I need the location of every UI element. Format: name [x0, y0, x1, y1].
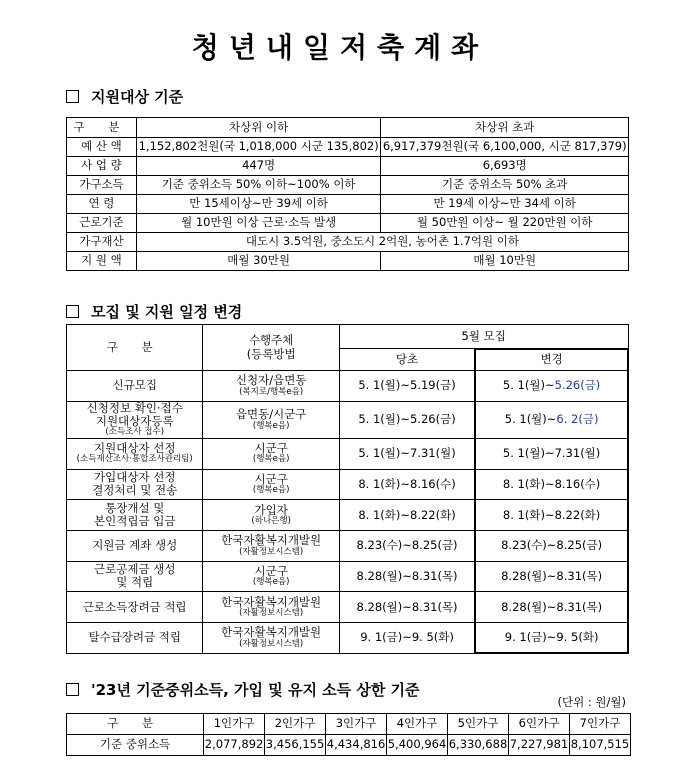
table-cell: 월 10만원 이상 근로·소득 발생 — [136, 214, 381, 233]
orig-date-cell: 8.23(수)~8.25(금) — [339, 530, 475, 561]
changed-date-highlight: 6. 2(금) — [556, 412, 599, 427]
changed-date-cell: 8. 1(화)~8.16(수) — [475, 469, 628, 500]
orig-date-cell: 8. 1(화)~8.16(수) — [339, 469, 475, 500]
changed-date-highlight: 5.26(금) — [554, 378, 601, 393]
table-cell: 5,400,964 — [387, 735, 448, 756]
table-cell: 1,152,802천원(국 1,018,000 시군 135,802) — [136, 138, 381, 157]
table-row — [67, 214, 629, 233]
changed-date-cell: 5. 1(월)~7.31(월) — [475, 438, 628, 469]
header-cell: 2인가구 — [265, 714, 326, 735]
table-row — [67, 176, 629, 195]
header-gubun: 구 분 — [67, 325, 203, 371]
table-cell: 사 업 량 — [67, 157, 137, 176]
table-header-row — [67, 118, 629, 138]
agent-cell: 한국자활복지개발원 (자활정보시스템) — [203, 592, 339, 623]
step-cell: 신청정보 확인·접수 지원대상자등록 (소득조사 접수) — [67, 401, 203, 438]
step-cell: 근로공제금 생성 및 적립 — [67, 561, 203, 592]
table-cell: 매월 10만원 — [381, 252, 629, 271]
header-cell: 4인가구 — [387, 714, 448, 735]
table-cell: 기준 중위소득 — [67, 735, 204, 756]
header-agent: 수행주체 (등록방법 — [203, 325, 339, 371]
table-cell: 447명 — [136, 157, 381, 176]
table-cell: 기준 중위소득 50% 초과 — [381, 176, 629, 195]
table-cell: 지 원 액 — [67, 252, 137, 271]
orig-date-cell: 8.28(월)~8.31(목) — [339, 561, 475, 592]
table-cell: 만 15세이상~만 39세 이하 — [136, 195, 381, 214]
table-cell: 4,434,816 — [326, 735, 387, 756]
header-cell: 차상위 초과 — [381, 118, 629, 138]
table-cell: 월 50만원 이상~ 월 220만원 이하 — [381, 214, 629, 233]
orig-date-cell: 5. 1(월)~5.26(금) — [339, 401, 475, 438]
table-row — [67, 371, 629, 402]
changed-date-cell: 5. 1(월)~6. 2(금) — [475, 401, 628, 438]
changed-date-cell: 9. 1(금)~9. 5(화) — [475, 623, 628, 654]
header-cell: 1인가구 — [204, 714, 265, 735]
orig-date-cell: 5. 1(월)~5.19(금) — [339, 371, 475, 402]
step-cell: 통장개설 및 본인적립금 입금 — [67, 500, 203, 531]
header-orig: 당초 — [339, 349, 475, 371]
table-row — [67, 138, 629, 157]
changed-date-cell: 8. 1(화)~8.22(화) — [475, 500, 628, 531]
step-cell: 탈수급장려금 적립 — [67, 623, 203, 654]
header-cell: 구 분 — [67, 714, 204, 735]
table-cell: 2,077,892 — [204, 735, 265, 756]
header-cell: 7인가구 — [569, 714, 630, 735]
header-cell: 5인가구 — [448, 714, 509, 735]
agent-cell: 시군구 (행복e음) — [203, 469, 339, 500]
table-cell: 6,693명 — [381, 157, 629, 176]
agent-cell: 가입자 (하나은행) — [203, 500, 339, 531]
table-cell: 8,107,515 — [569, 735, 630, 756]
table-row — [67, 195, 629, 214]
table-row — [67, 233, 629, 252]
table-row — [67, 157, 629, 176]
step-cell: 가입대상자 선정 결정처리 및 전송 — [67, 469, 203, 500]
table-cell: 3,456,155 — [265, 735, 326, 756]
agent-cell: 한국자활복지개발원 (자활정보시스템) — [203, 623, 339, 654]
step-cell: 지원대상자 선정 (소득재산조사·통합조사관리팀) — [67, 438, 203, 469]
table-row — [67, 561, 629, 592]
changed-date-cell: 8.23(수)~8.25(금) — [475, 530, 628, 561]
unit-label: (단위 : 원/월) — [557, 695, 626, 709]
header-cell: 차상위 이하 — [136, 118, 381, 138]
checkbox-square-icon — [66, 90, 79, 103]
header-change: 변경 — [475, 349, 628, 371]
table-cell: 만 19세 이상~만 34세 이하 — [381, 195, 629, 214]
table-cell: 기준 중위소득 50% 이하~100% 이하 — [136, 176, 381, 195]
changed-date-cell: 8.28(월)~8.31(목) — [475, 592, 628, 623]
table-cell: 7,227,981 — [509, 735, 570, 756]
table-cell: 연 령 — [67, 195, 137, 214]
table-row — [67, 592, 629, 623]
table-cell: 가구소득 — [67, 176, 137, 195]
agent-cell: 신청자/읍면동 (복지로/행복e음) — [203, 371, 339, 402]
table-row — [67, 401, 629, 438]
table-row — [67, 735, 631, 756]
step-cell: 신규모집 — [67, 371, 203, 402]
header-may: 5월 모집 — [339, 325, 628, 349]
table-cell: 6,917,379천원(국 6,100,000, 시군 817,379) — [381, 138, 629, 157]
table-cell: 예 산 액 — [67, 138, 137, 157]
orig-date-cell: 5. 1(월)~7.31(월) — [339, 438, 475, 469]
agent-cell: 한국자활복지개발원 (자활정보시스템) — [203, 530, 339, 561]
schedule-table — [66, 324, 629, 654]
checkbox-square-icon — [66, 305, 79, 318]
checkbox-square-icon — [66, 683, 79, 696]
section-heading-income: '23년 기준중위소득, 가입 및 유지 소득 상한 기준 — [66, 679, 420, 700]
income-table — [66, 713, 631, 756]
header-cell: 구 분 — [67, 118, 137, 138]
table-row — [67, 623, 629, 654]
orig-date-cell: 9. 1(금)~9. 5(화) — [339, 623, 475, 654]
agent-cell: 시군구 (행복e음) — [203, 561, 339, 592]
table-row — [67, 530, 629, 561]
section-heading-schedule: 모집 및 지원 일정 변경 — [66, 301, 242, 322]
header-cell: 3인가구 — [326, 714, 387, 735]
page-title: 청년내일저축계좌 — [191, 31, 489, 64]
header-cell: 6인가구 — [509, 714, 570, 735]
section-heading-eligibility: 지원대상 기준 — [66, 86, 183, 107]
table-row — [67, 500, 629, 531]
orig-date-cell: 8.28(월)~8.31(목) — [339, 592, 475, 623]
table-cell: 매월 30만원 — [136, 252, 381, 271]
step-cell: 지원금 계좌 생성 — [67, 530, 203, 561]
table-row — [67, 438, 629, 469]
table-cell: 6,330,688 — [448, 735, 509, 756]
changed-date-cell: 8.28(월)~8.31(목) — [475, 561, 628, 592]
changed-date-cell: 5. 1(월)~5.26(금) — [475, 371, 628, 402]
table-row — [67, 469, 629, 500]
agent-cell: 읍면동/시군구 (행복e음) — [203, 401, 339, 438]
agent-cell: 시군구 (행복e음) — [203, 438, 339, 469]
table-cell: 가구재산 — [67, 233, 137, 252]
eligibility-table — [66, 117, 629, 271]
step-cell: 근로소득장려금 적립 — [67, 592, 203, 623]
table-header-row — [67, 714, 631, 735]
orig-date-cell: 8. 1(화)~8.22(화) — [339, 500, 475, 531]
table-cell: 대도시 3.5억원, 중소도시 2억원, 농어촌 1.7억원 이하 — [136, 233, 628, 252]
table-cell: 근로기준 — [67, 214, 137, 233]
table-row — [67, 252, 629, 271]
